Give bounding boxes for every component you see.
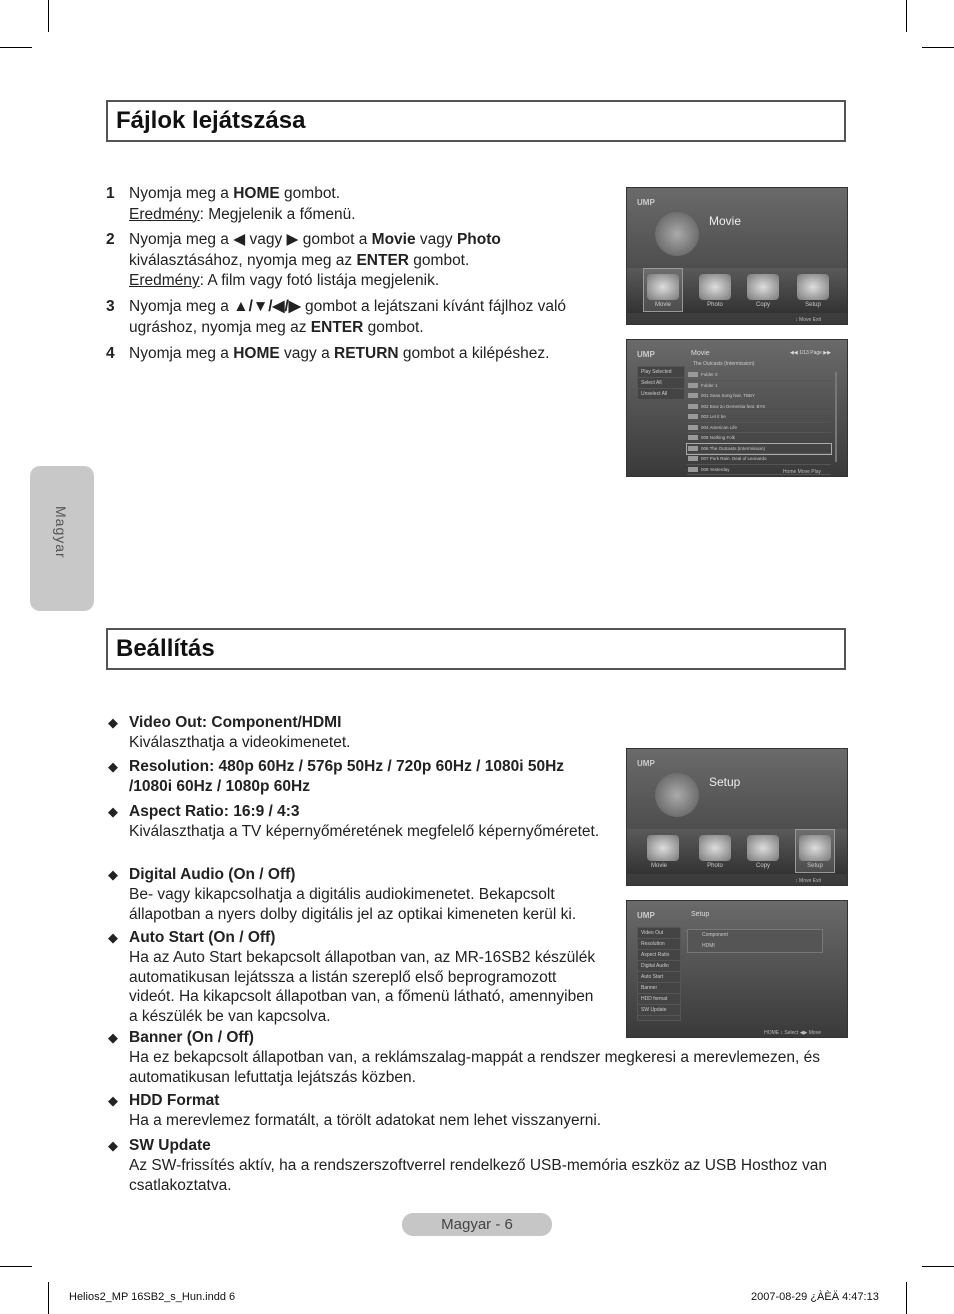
setup-options: Component HDMI	[687, 929, 823, 953]
bullet-digital-audio: ◆ Digital Audio (On / Off) Be- vagy kikapcsolhatja a digitális audiokimenetet. Bekapcsolt állapotban a nyers dolby digitális jel az optikai kimeneten kerül ki.	[108, 866, 577, 923]
crop-mark	[48, 0, 49, 32]
crop-mark	[906, 0, 907, 32]
ump-logo: UMP	[637, 759, 655, 768]
list-item[interactable]: 008 Yesterday	[687, 465, 831, 476]
section-title-text: Beállítás	[116, 635, 215, 662]
photo-icon	[699, 274, 731, 300]
gear-wrench-icon	[655, 773, 699, 817]
crop-mark	[922, 1266, 954, 1267]
crop-mark	[0, 1266, 32, 1267]
setup-icon	[799, 835, 831, 861]
list-item[interactable]: 007 Pork Rain. Deal of Leonardo	[687, 454, 831, 465]
diamond-bullet-icon: ◆	[108, 715, 118, 730]
copy-icon	[747, 835, 779, 861]
file-list	[687, 370, 831, 475]
screenshot-movie-menu: UMP Movie Movie Photo Copy Setup ↕ Move Exit	[626, 187, 848, 325]
crop-mark	[906, 1282, 907, 1314]
diamond-bullet-icon: ◆	[108, 1030, 118, 1045]
list-item[interactable]: 001 Sean Song feat. TBBY	[687, 391, 831, 402]
bullet-hdd-format: ◆ HDD Format Ha a merevlemez formatált, a törölt adatokat nem lehet visszanyerni.	[108, 1092, 602, 1129]
step-2: 2 Nyomja meg a ◀ vagy ▶ gombot a Movie vagy Photo kiválasztásához, nyomja meg az ENTER gombot. Eredmény: A film vagy fotó listája megjelenik.	[106, 231, 501, 289]
list-side-menu: Play Selected Select All Unselect All	[637, 366, 685, 401]
screenshot-setup-menu: UMP Setup Movie Photo Copy Setup ↕ Move Exit	[626, 748, 848, 886]
step-3: 3 Nyomja meg a ▲/▼/◀/▶ gombot a lejátszani kívánt fájlhoz való ugráshoz, nyomja meg az ENTER gombot.	[106, 298, 567, 336]
bullet-resolution: ◆ Resolution: 480p 60Hz / 576p 50Hz / 720p 60Hz / 1080i 50Hz /1080i 60Hz / 1080p 60Hz	[108, 758, 565, 795]
screenshot-setup-list: UMP Setup Video Out Resolution Aspect Ratio Digital Audio Auto Start Banner HDD format SW Update Component HDMI HOME ↕ Select ◀▶ Move	[626, 900, 848, 1038]
setup-icon	[797, 274, 829, 300]
screenshot-movie-list: UMP Movie ◀◀ 1/13 Page ▶▶ The Outcasts (Intermission) Play Selected Select All Unselect All Folder 0 Folder 1 001 Sean Song feat. TBBY 002 Bow 2o Dementia feat. BYK 003 Let it be 004 American Life 005 Nothing Folk 006 The Outcasts (Intermission) 007 Pork Rain. Deal of Leonardo 008 Yesterday Home Move Play	[626, 339, 848, 477]
ump-logo: UMP	[637, 198, 655, 207]
bullet-banner: ◆ Banner (On / Off) Ha ez bekapcsolt állapotban van, a reklámszalag-mappát a rendszer megkeresi a merevlemezen, és automatikusan lefuttatja lejátszás közben.	[108, 1029, 820, 1086]
movie-icon	[647, 835, 679, 861]
ump-logo: UMP	[637, 911, 655, 920]
list-item[interactable]: 006 The Outcasts (Intermission)	[687, 444, 831, 455]
bullet-auto-start: ◆ Auto Start (On / Off) Ha az Auto Start bekapcsolt állapotban van, az MR-16SB2 készülék automatikusan lejátssza a listán szereplő első beprogramozott videót. Ha kikapcsolt állapotban van, a főmenü látható, amennyiben a készülék be van kapcsolva.	[108, 929, 596, 1026]
section-title-settings	[106, 628, 846, 670]
section-title-play-files	[106, 100, 846, 142]
diamond-bullet-icon: ◆	[108, 804, 118, 819]
copy-icon	[747, 274, 779, 300]
ump-logo: UMP	[637, 350, 655, 359]
bullet-video-out: ◆ Video Out: Component/HDMI Kiválaszthatja a videokimenetet.	[108, 714, 351, 751]
print-footer-right: 2007-08-29 ¿ÀÈÄ 4:47:13	[751, 1291, 879, 1303]
list-item[interactable]: 003 Let it be	[687, 412, 831, 423]
list-scrollbar[interactable]	[835, 372, 837, 462]
step-1: 1 Nyomja meg a HOME gombot. Eredmény: Megjelenik a főmenü.	[106, 185, 356, 223]
list-item[interactable]: Folder 0	[687, 370, 831, 381]
section-title-text: Fájlok lejátszása	[116, 107, 306, 134]
list-item[interactable]: 005 Nothing Folk	[687, 433, 831, 444]
print-footer-left: Helios2_MP 16SB2_s_Hun.indd 6	[69, 1291, 236, 1303]
crop-mark	[48, 1282, 49, 1314]
diamond-bullet-icon: ◆	[108, 1093, 118, 1108]
diamond-bullet-icon: ◆	[108, 1138, 118, 1153]
page-number: Magyar - 6	[402, 1213, 552, 1236]
setup-side-menu: Video Out Resolution Aspect Ratio Digital Audio Auto Start Banner HDD format SW Update	[637, 927, 681, 1021]
language-side-tab: Magyar	[30, 466, 94, 611]
list-item[interactable]: 004 American Life	[687, 423, 831, 434]
bullet-sw-update: ◆ SW Update Az SW-frissítés aktív, ha a rendszerszoftverrel rendelkező USB-memória eszköz az USB Hosthoz van csatlakoztatva.	[108, 1137, 828, 1194]
diamond-bullet-icon: ◆	[108, 930, 118, 945]
diamond-bullet-icon: ◆	[108, 867, 118, 882]
photo-icon	[699, 835, 731, 861]
crop-mark	[922, 47, 954, 48]
list-item[interactable]: 002 Bow 2o Dementia feat. BYK	[687, 402, 831, 413]
movie-icon	[647, 274, 679, 300]
crop-mark	[0, 47, 32, 48]
step-4: 4 Nyomja meg a HOME vagy a RETURN gombot a kilépéshez.	[106, 345, 550, 362]
bullet-aspect-ratio: ◆ Aspect Ratio: 16:9 / 4:3 Kiválaszthatja a TV képernyőméretének megfelelő képernyőméretet.	[108, 803, 600, 840]
list-item[interactable]: Folder 1	[687, 381, 831, 392]
diamond-bullet-icon: ◆	[108, 759, 118, 774]
film-reel-icon	[655, 212, 699, 256]
